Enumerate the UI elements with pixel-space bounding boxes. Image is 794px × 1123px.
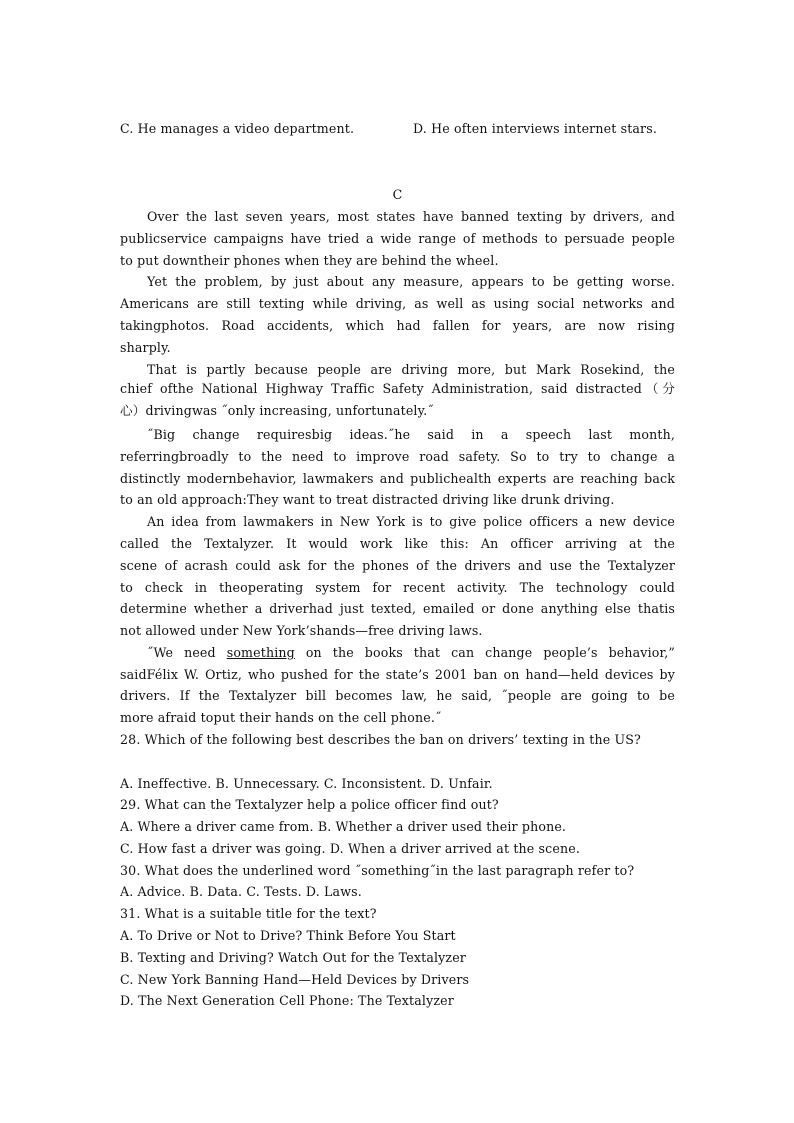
question-31-option-a: A. To Drive or Not to Drive? Think Before You Start bbox=[120, 928, 456, 943]
passage-line: takingphotos. Road accidents, which had fallen for years, are now rising bbox=[120, 318, 675, 333]
question-29-options: A. Where a driver came from. B. Whether a driver used their phone. bbox=[120, 819, 567, 834]
passage-line: That is partly because people are driving more, but Mark Rosekind, the bbox=[147, 362, 675, 377]
passage-line bbox=[147, 645, 675, 661]
option-d: D. He often interviews internet stars. bbox=[413, 121, 657, 136]
question-30: 30. What does the underlined word ˝something˝in the last paragraph refer to? bbox=[120, 863, 635, 878]
passage-line: 心）drivingwas ˝only increasing, unfortunately.˝ bbox=[120, 403, 434, 418]
option-c: C. He manages a video department. bbox=[120, 121, 355, 136]
question-29-options: C. How fast a driver was going. D. When a driver arrived at the scene. bbox=[120, 841, 580, 856]
passage-line: Americans are still texting while driving, as well as using social networks and bbox=[120, 296, 675, 311]
passage-line: drivers. If the Textalyzer bill becomes law, he said, ˝people are going to be bbox=[120, 688, 675, 703]
underlined-word: something bbox=[226, 645, 295, 660]
question-30-options: A. Advice. B. Data. C. Tests. D. Laws. bbox=[120, 884, 362, 899]
passage-line: sharply. bbox=[120, 340, 171, 355]
passage-line: scene of acrash could ask for the phones of the drivers and use the Textalyzer bbox=[120, 558, 675, 573]
passage-line: saidFélix W. Ortiz, who pushed for the state’s 2001 ban on hand—held devices by bbox=[120, 667, 675, 682]
passage-line: Yet the problem, by just about any measure, appears to be getting worse. bbox=[147, 274, 675, 289]
question-31: 31. What is a suitable title for the text? bbox=[120, 906, 377, 921]
passage-line: to check in theoperating system for recent activity. The technology could bbox=[120, 580, 675, 595]
passage-line: Over the last seven years, most states have banned texting by drivers, and bbox=[147, 209, 675, 224]
passage-line: not allowed under New York’shands—free driving laws. bbox=[120, 623, 483, 638]
question-29: 29. What can the Textalyzer help a police officer find out? bbox=[120, 797, 499, 812]
question-31-option-c: C. New York Banning Hand—Held Devices by Drivers bbox=[120, 972, 470, 987]
passage-line: publicservice campaigns have tried a wide range of methods to persuade people bbox=[120, 231, 675, 246]
question-31-option-b: B. Texting and Driving? Watch Out for the Textalyzer bbox=[120, 950, 466, 965]
question-28-options: A. Ineffective. B. Unnecessary. C. Inconsistent. D. Unfair. bbox=[120, 776, 493, 791]
section-label: C bbox=[392, 187, 403, 202]
question-28: 28. Which of the following best describes the ban on drivers’ texting in the US? bbox=[120, 732, 641, 747]
prev-question-options bbox=[120, 121, 675, 137]
passage-line: An idea from lawmakers in New York is to give police officers a new device bbox=[147, 514, 675, 529]
passage-line: called the Textalyzer. It would work like this: An officer arriving at the bbox=[120, 536, 675, 551]
passage-line: determine whether a driverhad just texted, emailed or done anything else thatis bbox=[120, 601, 675, 616]
passage-line: referringbroadly to the need to improve road safety. So to try to change a bbox=[120, 449, 675, 464]
passage-line: to put downtheir phones when they are behind the wheel. bbox=[120, 253, 499, 268]
passage-line: distinctly modernbehavior, lawmakers and publichealth experts are reaching back bbox=[120, 471, 675, 486]
passage-line: to an old approach:They want to treat distracted driving like drunk driving. bbox=[120, 492, 615, 507]
passage-line: chief ofthe National Highway Traffic Safety Administration, said distracted（分 bbox=[120, 381, 675, 396]
quote-start: ˝We need bbox=[147, 645, 227, 660]
passage-line: more afraid toput their hands on the cell phone.˝ bbox=[120, 710, 442, 725]
passage-line: ˝Big change requiresbig ideas.˝he said in a speech last month, bbox=[147, 427, 675, 442]
question-31-option-d: D. The Next Generation Cell Phone: The Textalyzer bbox=[120, 993, 454, 1008]
quote-rest: on the books that can change people’s behavior,” bbox=[294, 645, 676, 660]
